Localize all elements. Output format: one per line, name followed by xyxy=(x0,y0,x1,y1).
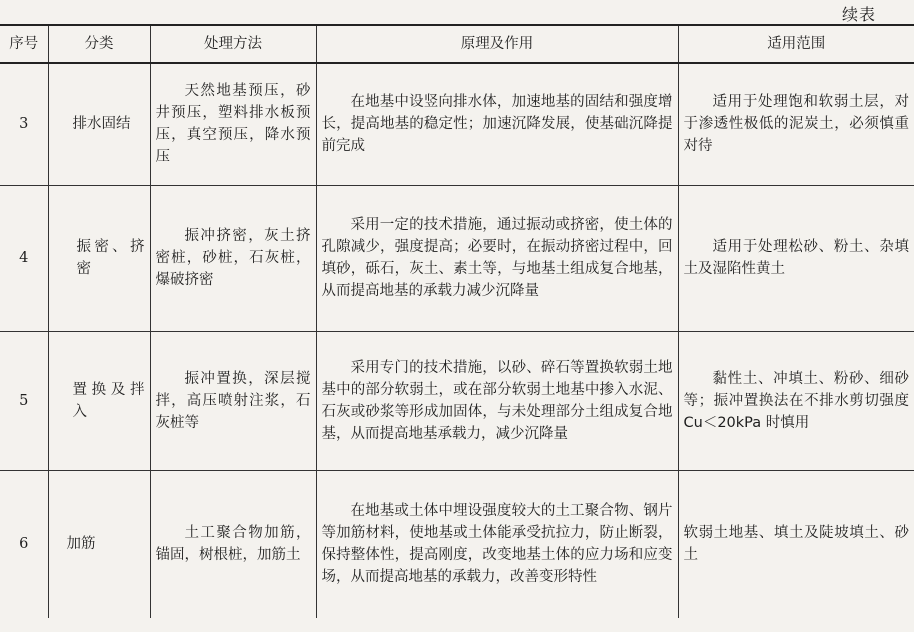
soil-treatment-table xyxy=(0,24,914,618)
header-principle: 原理及作用 xyxy=(316,25,678,63)
row-scope: 适用于处理饱和软弱土层，对于渗透性极低的泥炭土，必须慎重对待 xyxy=(678,63,914,185)
row-principle: 在地基中设竖向排水体，加速地基的固结和强度增长，提高地基的稳定性；加速沉降发展，使基础沉降提前完成 xyxy=(316,63,678,185)
header-category: 分类 xyxy=(48,25,150,63)
row-scope: 黏性土、冲填土、粉砂、细砂等；振冲置换法在不排水剪切强度 Cu＜20kPa 时慎用 xyxy=(678,331,914,470)
row-methods: 天然地基预压，砂井预压，塑料排水板预压，真空预压，降水预压 xyxy=(150,63,316,185)
header-methods: 处理方法 xyxy=(150,25,316,63)
row-methods: 土工聚合物加筋，锚固，树根桩，加筋土 xyxy=(150,470,316,618)
row-no: 5 xyxy=(0,331,48,470)
row-principle: 在地基或土体中埋设强度较大的土工聚合物、钢片等加筋材料，使地基或土体能承受抗拉力，防止断裂，保持整体性，提高刚度，改变地基土体的应力场和应变场，从而提高地基的承载力，改善变形特性 xyxy=(316,470,678,618)
table-row xyxy=(0,63,914,185)
header-no: 序号 xyxy=(0,25,48,63)
row-principle: 采用一定的技术措施，通过振动或挤密，使土体的孔隙减少，强度提高；必要时，在振动挤密过程中，回填砂，砾石，灰土、素土等，与地基土组成复合地基，从而提高地基的承载力减少沉降量 xyxy=(316,185,678,331)
table-row xyxy=(0,470,914,618)
row-category: 置换及拌入 xyxy=(48,331,150,470)
row-methods: 振冲置换，深层搅拌，高压喷射注浆，石灰桩等 xyxy=(150,331,316,470)
row-category: 振密、挤密 xyxy=(48,185,150,331)
row-methods: 振冲挤密，灰土挤密桩，砂桩，石灰桩，爆破挤密 xyxy=(150,185,316,331)
header-scope: 适用范围 xyxy=(678,25,914,63)
row-category: 加筋 xyxy=(48,470,150,618)
row-no: 3 xyxy=(0,63,48,185)
row-scope: 软弱土地基、填土及陡坡填土、砂土 xyxy=(678,470,914,618)
header-row xyxy=(0,25,914,63)
row-scope: 适用于处理松砂、粉土、杂填土及湿陷性黄土 xyxy=(678,185,914,331)
continued-label: 续表 xyxy=(842,5,877,24)
table-row xyxy=(0,331,914,470)
row-category: 排水固结 xyxy=(48,63,150,185)
row-principle: 采用专门的技术措施，以砂、碎石等置换软弱土地基中的部分软弱土，或在部分软弱土地基中掺入水泥、石灰或砂浆等形成加固体，与未处理部分土组成复合地基，从而提高地基承载力，减少沉降量 xyxy=(316,331,678,470)
row-no: 6 xyxy=(0,470,48,618)
table-row xyxy=(0,185,914,331)
row-no: 4 xyxy=(0,185,48,331)
